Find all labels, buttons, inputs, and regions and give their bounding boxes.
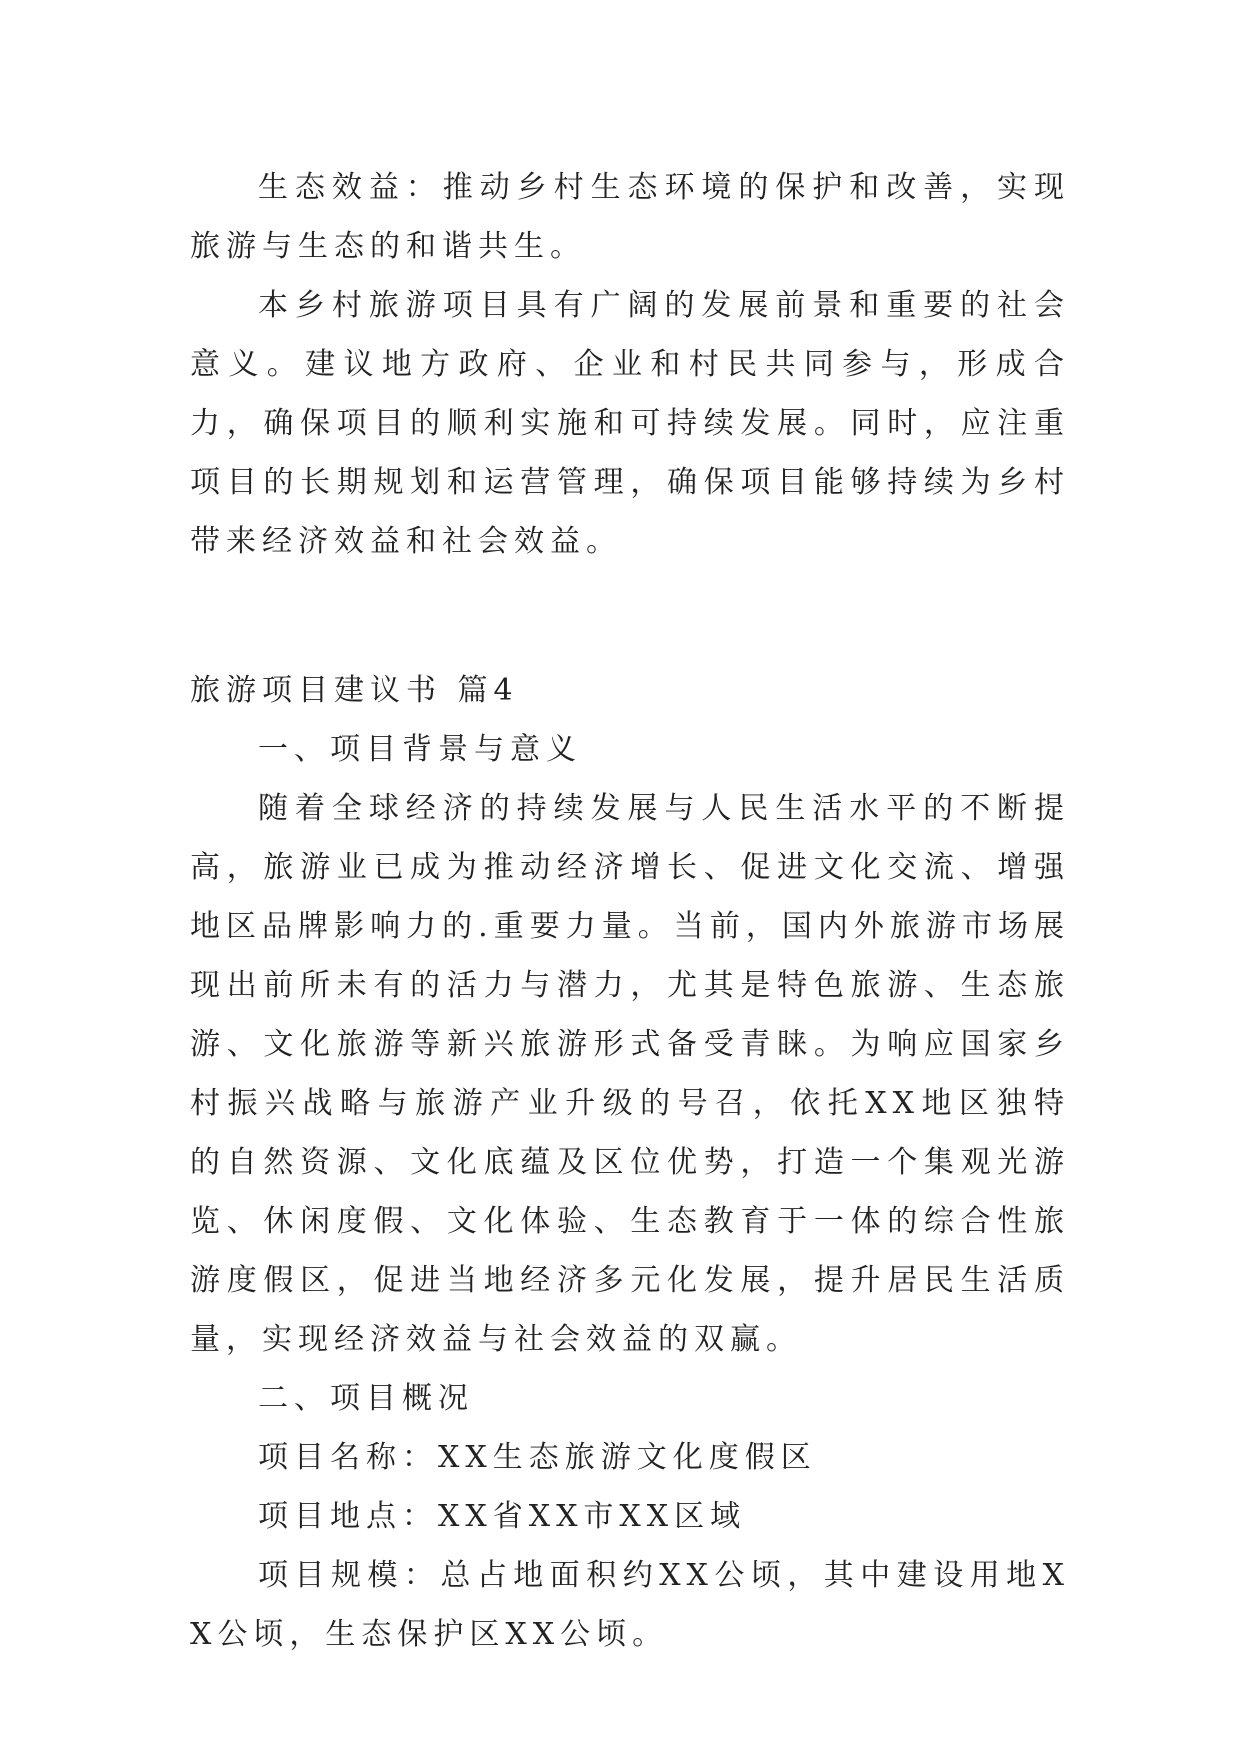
section-title: 旅游项目建议书 篇4 (190, 673, 519, 708)
project-location-line: 项目地点：XX省XX市XX区域 (258, 1499, 747, 1534)
sub-heading-background: 一、项目背景与意义 (258, 732, 582, 767)
paragraph-background: 随着全球经济的持续发展与人民生活水平的不断提高，旅游业已成为推动经济增长、促进文化交流、增强地区品牌影响力的.重要力量。当前，国内外旅游市场展现出前所未有的活力与潜力，尤其是特色旅游、生态旅游、文化旅游等新兴旅游形式备受青睐。为响应国家乡村振兴战略与旅游产业升级的号召，依托XX地区独特的自然资源、文化底蕴及区位优势，打造一个集观光游览、休闲度假、文化体验、生态教育于一体的综合性旅游度假区，促进当地经济多元化发展，提升居民生活质量，实现经济效益与社会效益的双赢。 (190, 791, 1070, 1357)
paragraph-conclusion: 本乡村旅游项目具有广阔的发展前景和重要的社会意义。建议地方政府、企业和村民共同参与，形成合力，确保项目的顺利实施和可持续发展。同时，应注重项目的长期规划和运营管理，确保项目能够持续为乡村带来经济效益和社会效益。 (190, 288, 1070, 559)
sub-heading-overview: 二、项目概况 (258, 1381, 474, 1416)
document-page (190, 158, 1070, 1664)
project-scale-line: 项目规模：总占地面积约XX公顷，其中建设用地XX公顷，生态保护区XX公顷。 (190, 1558, 1070, 1652)
project-name-line: 项目名称：XX生态旅游文化度假区 (258, 1440, 817, 1475)
paragraph-ecological-benefit: 生态效益：推动乡村生态环境的保护和改善，实现旅游与生态的和谐共生。 (190, 170, 1070, 264)
